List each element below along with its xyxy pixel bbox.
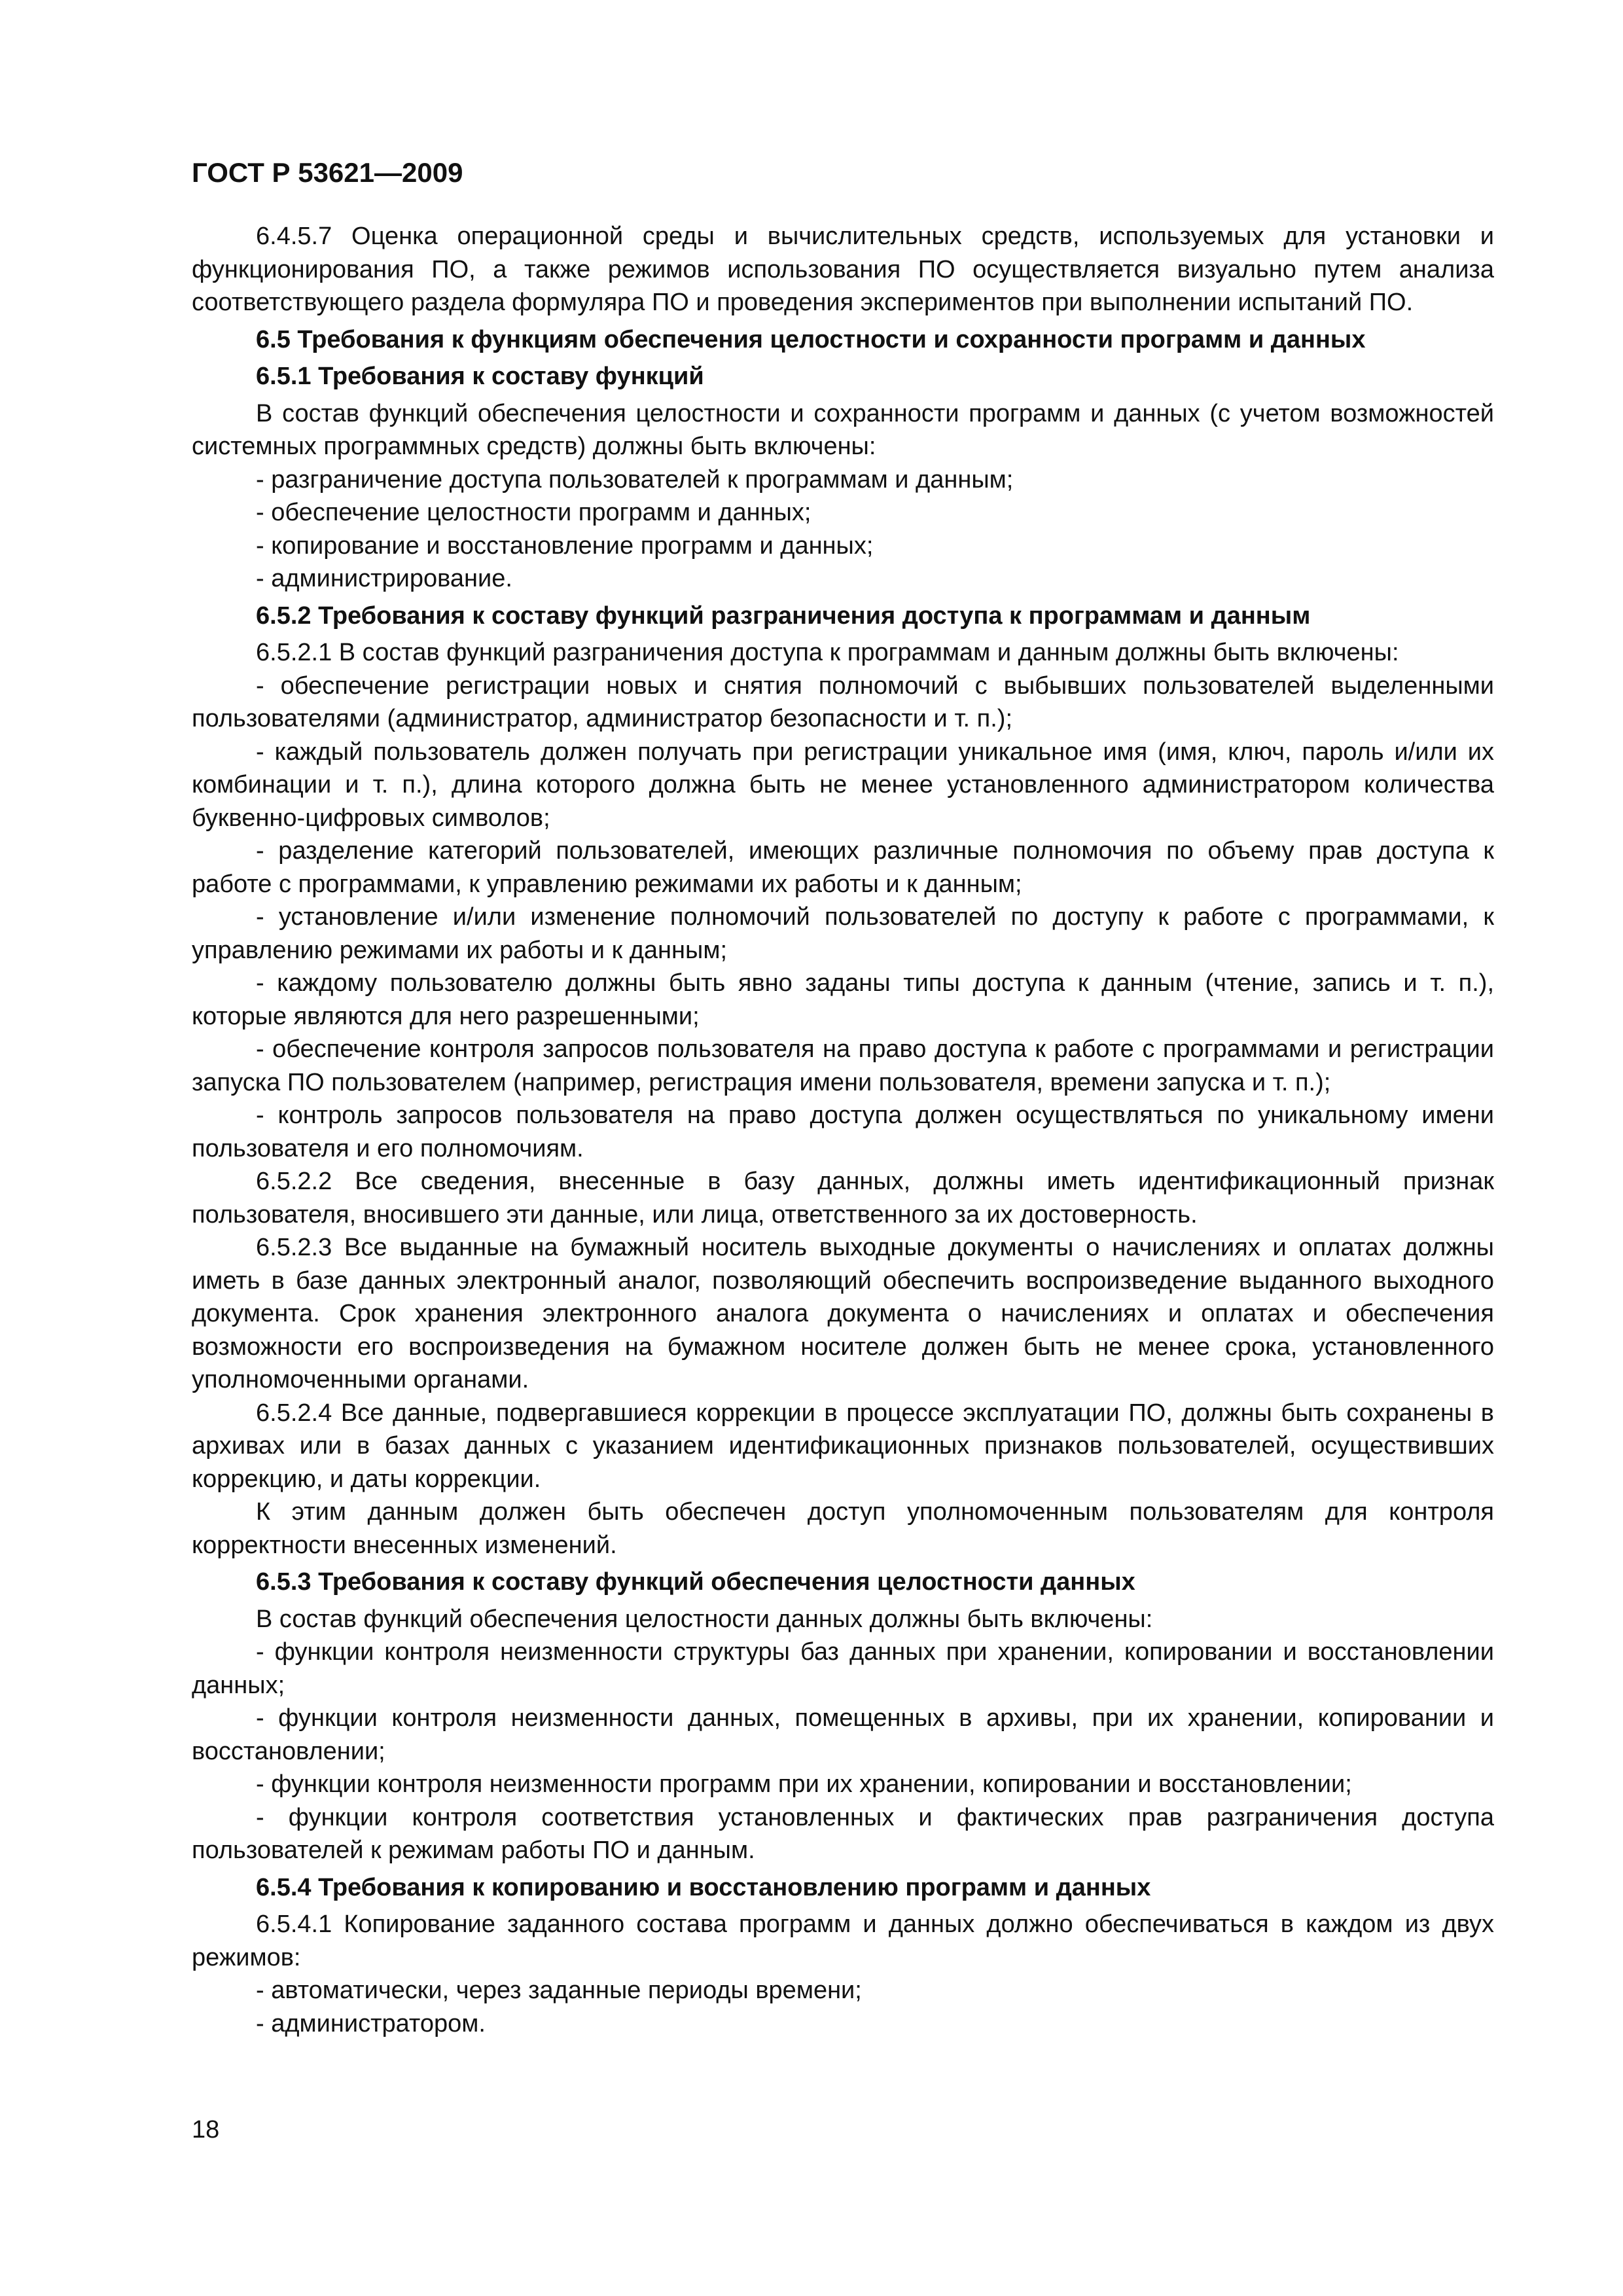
- list-item: - обеспечение регистрации новых и снятия полномочий с выбывших пользователей выделенными пользователями (администратор, администратор безопасности и т. п.);: [192, 672, 1494, 732]
- list-item: - обеспечение контроля запросов пользователя на право доступа к работе с программами и регистрации запуска ПО пользователем (например, регистрация имени пользователя, времени запуска и т. п.);: [192, 1035, 1494, 1096]
- list-item: - функции контроля неизменности структуры баз данных при хранении, копировании и восстановлении данных;: [192, 1638, 1494, 1699]
- paragraph: 6.4.5.7 Оценка операционной среды и вычислительных средств, используемых для установки и функционирования ПО, а также режимов использования ПО осуществляется визуально путем анализа соответствующего раздела формуляра ПО и проведения экспериментов при выполнении испытаний ПО.: [192, 223, 1494, 316]
- paragraph: К этим данным должен быть обеспечен доступ уполномоченным пользователям для контроля корректности внесенных изменений.: [192, 1498, 1494, 1559]
- list-item: - разделение категорий пользователей, имеющих различные полномочия по объему прав доступа к работе с программами, к управлению режимами их работы и к данным;: [192, 837, 1494, 898]
- page-number: 18: [192, 2116, 220, 2144]
- paragraph: 6.5.2.1 В состав функций разграничения доступа к программам и данным должны быть включены:: [256, 639, 1399, 666]
- paragraph: 6.5.2.4 Все данные, подвергавшиеся коррекции в процессе эксплуатации ПО, должны быть сохранены в архивах или в базах данных с указанием идентификационных признаков пользователей, осуществивших коррекцию, и даты коррекции.: [192, 1399, 1494, 1493]
- list-item: - копирование и восстановление программ и данных;: [256, 531, 874, 560]
- list-item: - обеспечение целостности программ и данных;: [256, 499, 812, 526]
- section-heading-6-5-4: 6.5.4 Требования к копированию и восстановлению программ и данных: [256, 1873, 1151, 1901]
- section-heading-6-5-2: 6.5.2 Требования к составу функций разграничения доступа к программам и данным: [256, 601, 1311, 630]
- paragraph: В состав функций обеспечения целостности данных должны быть включены:: [256, 1605, 1153, 1633]
- section-heading-6-5-3: 6.5.3 Требования к составу функций обеспечения целостности данных: [256, 1568, 1135, 1596]
- paragraph: 6.5.2.3 Все выданные на бумажный носитель выходные документы о начислениях и оплатах должны иметь в базе данных электронный аналог, позволяющий обеспечить воспроизведение выданного выходного документа. Срок хранения электронного аналога документа о начислениях и оплатах и обеспечения возможности его воспроизведения на бумажном носителе должен быть не менее срока, установленного уполномоченными органами.: [192, 1234, 1494, 1393]
- list-item: - функции контроля неизменности программ при их хранении, копировании и восстановлении;: [256, 1770, 1352, 1798]
- list-item: - контроль запросов пользователя на право доступа должен осуществляться по уникальному имени пользователя и его полномочиям.: [192, 1102, 1494, 1162]
- list-item: - разграничение доступа пользователей к программам и данным;: [256, 465, 1014, 493]
- list-item: - каждый пользователь должен получать при регистрации уникальное имя (имя, ключ, пароль и/или их комбинации и т. п.), длина которого должна быть не менее установленного администратором количества буквенно-цифровых символов;: [192, 738, 1494, 832]
- paragraph: В состав функций обеспечения целостности и сохранности программ и данных (с учетом возможностей системных программных средств) должны быть включены:: [192, 399, 1494, 460]
- list-item: - функции контроля неизменности данных, помещенных в архивы, при их хранении, копировании и восстановлении;: [192, 1704, 1494, 1765]
- document-body: [192, 220, 1494, 2040]
- list-item: - администрирование.: [256, 565, 512, 592]
- list-item: - функции контроля соответствия установленных и фактических прав разграничения доступа пользователей к режимам работы ПО и данным.: [192, 1803, 1494, 1864]
- section-heading-6-5: 6.5 Требования к функциям обеспечения целостности и сохранности программ и данных: [256, 325, 1366, 353]
- section-heading-6-5-1: 6.5.1 Требования к составу функций: [256, 363, 704, 390]
- list-item: - автоматически, через заданные периоды времени;: [256, 1977, 862, 2004]
- list-item: - администратором.: [256, 2009, 486, 2037]
- list-item: - установление и/или изменение полномочий пользователей по доступу к работе с программами, к управлению режимами их работы и к данным;: [192, 903, 1494, 964]
- paragraph: 6.5.2.2 Все сведения, внесенные в базу данных, должны иметь идентификационный признак пользователя, вносившего эти данные, или лица, ответственного за их достоверность.: [192, 1168, 1494, 1229]
- list-item: - каждому пользователю должны быть явно заданы типы доступа к данным (чтение, запись и т. п.), которые являются для него разрешенными;: [192, 969, 1494, 1030]
- document-header: ГОСТ Р 53621—2009: [192, 157, 463, 188]
- paragraph: 6.5.4.1 Копирование заданного состава программ и данных должно обеспечиваться в каждом из двух режимов:: [192, 1910, 1494, 1971]
- body-text: [192, 220, 1494, 2040]
